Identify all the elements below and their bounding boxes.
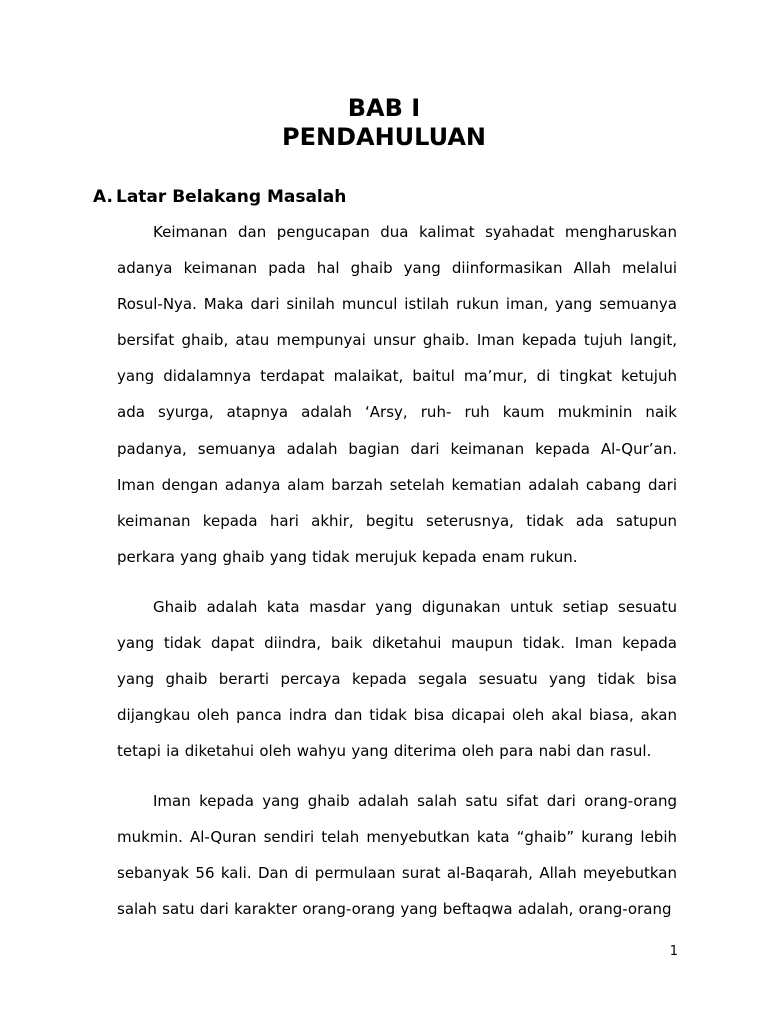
body-paragraph: Iman kepada yang ghaib adalah salah satu sifat dari orang-orang mukmin. Al-Quran sendiri telah menyebutkan kata “ghaib” kurang lebih sebanyak 56 kali. Dan di permulaan surat al-Baqarah, Allah meyebutkan salah satu dari karakter orang-orang yang beftaqwa adalah, orang-orang: [117, 792, 677, 919]
section-heading: [93, 186, 346, 208]
body-paragraph: Keimanan dan pengucapan dua kalimat syahadat mengharuskan adanya keimanan pada hal ghaib yang diinformasikan Allah melalui Rosul-Nya. Maka dari sinilah muncul istilah rukun iman, yang semuanya bersifat ghaib, atau mempunyai unsur ghaib. Iman kepada tujuh langit, yang didalamnya terdapat malaikat, baitul ma’mur, di tingkat ketujuh ada syurga, atapnya adalah ‘Arsy, ruh- ruh kaum mukminin naik padanya, semuanya adalah bagian dari keimanan kepada Al-Qur’an. Iman dengan adanya alam barzah setelah kematian adalah cabang dari keimanan kepada hari akhir, begitu seterusnya, tidak ada satupun perkara yang ghaib yang tidak merujuk kepada enam rukun.: [117, 223, 677, 566]
page-number: 1: [669, 944, 678, 959]
chapter-title: PENDAHULUAN: [282, 123, 486, 151]
chapter-label: BAB I: [347, 94, 421, 122]
section-number: A.: [93, 187, 113, 207]
section-title: Latar Belakang Masalah: [116, 187, 347, 207]
body-paragraph: Ghaib adalah kata masdar yang digunakan untuk setiap sesuatu yang tidak dapat diindra, baik diketahui maupun tidak. Iman kepada yang ghaib berarti percaya kepada segala sesuatu yang tidak bisa dijangkau oleh panca indra dan tidak bisa dicapai oleh akal biasa, akan tetapi ia diketahui oleh wahyu yang diterima oleh para nabi dan rasul.: [117, 598, 677, 761]
